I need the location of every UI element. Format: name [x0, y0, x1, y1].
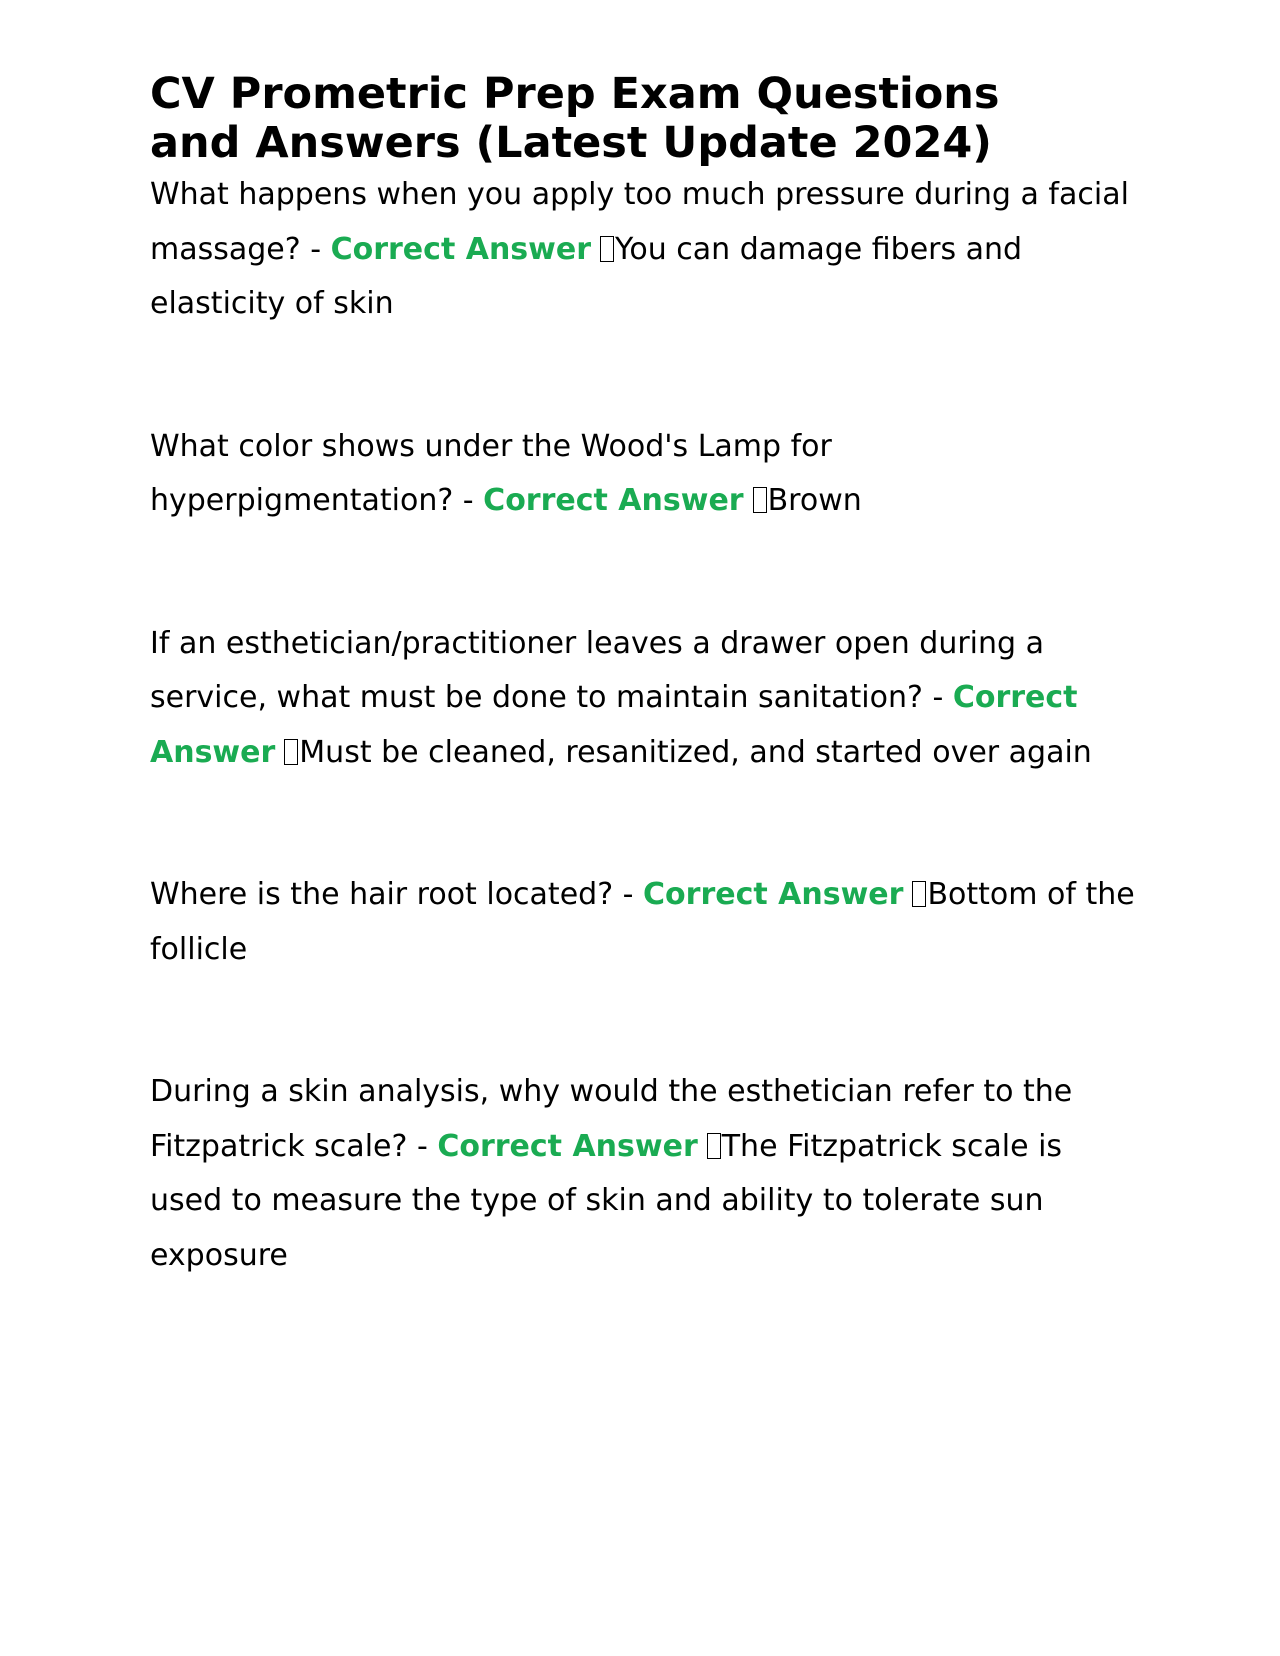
answer-text: Brown — [767, 483, 862, 518]
answer-text: Must be cleaned, resanitized, and started over again — [299, 734, 1092, 770]
document-page — [150, 70, 1140, 1283]
answer-text: Bottom of the follicle — [150, 877, 1135, 967]
separator: - — [407, 1128, 438, 1164]
missing-glyph-icon — [600, 236, 614, 262]
missing-glyph-icon — [707, 1133, 721, 1159]
question-text: If an esthetician/practitioner leaves a drawer open during a service, what must be done to maintain sanitation? — [150, 625, 1044, 715]
correct-answer-label: Correct Answer — [437, 1128, 698, 1164]
answer-text: You can damage fibers and elasticity of skin — [150, 231, 1023, 321]
question-text: Where is the hair root located? — [150, 877, 614, 912]
separator: - — [300, 231, 331, 267]
qa-item — [150, 617, 1140, 781]
qa-item — [150, 1065, 1140, 1283]
separator: - — [453, 483, 484, 518]
question-text: What happens when you apply too much pressure during a facial massage? — [150, 177, 1129, 267]
correct-answer-label: Correct Answer — [150, 680, 1078, 770]
document-title: CV Prometric Prep Exam Questions and Answers (Latest Update 2024) — [150, 69, 1000, 168]
correct-answer-label: Correct Answer — [483, 483, 744, 518]
missing-glyph-icon — [912, 881, 926, 907]
separator: - — [922, 680, 953, 715]
missing-glyph-icon — [753, 487, 767, 513]
qa-item — [150, 420, 1140, 529]
question-text: What color shows under the Wood's Lamp for hyperpigmentation? — [150, 428, 832, 518]
correct-answer-label: Correct Answer — [643, 877, 904, 912]
question-text: During a skin analysis, why would the esthetician refer to the Fitzpatrick scale? — [150, 1074, 1073, 1164]
qa-item — [150, 868, 1140, 977]
correct-answer-label: Correct Answer — [330, 231, 592, 267]
separator: - — [613, 877, 644, 912]
qa-item — [150, 168, 1140, 332]
missing-glyph-icon — [284, 739, 298, 765]
answer-text: The Fitzpatrick scale is used to measure the type of skin and ability to tolerate sun exposure — [150, 1128, 1063, 1273]
